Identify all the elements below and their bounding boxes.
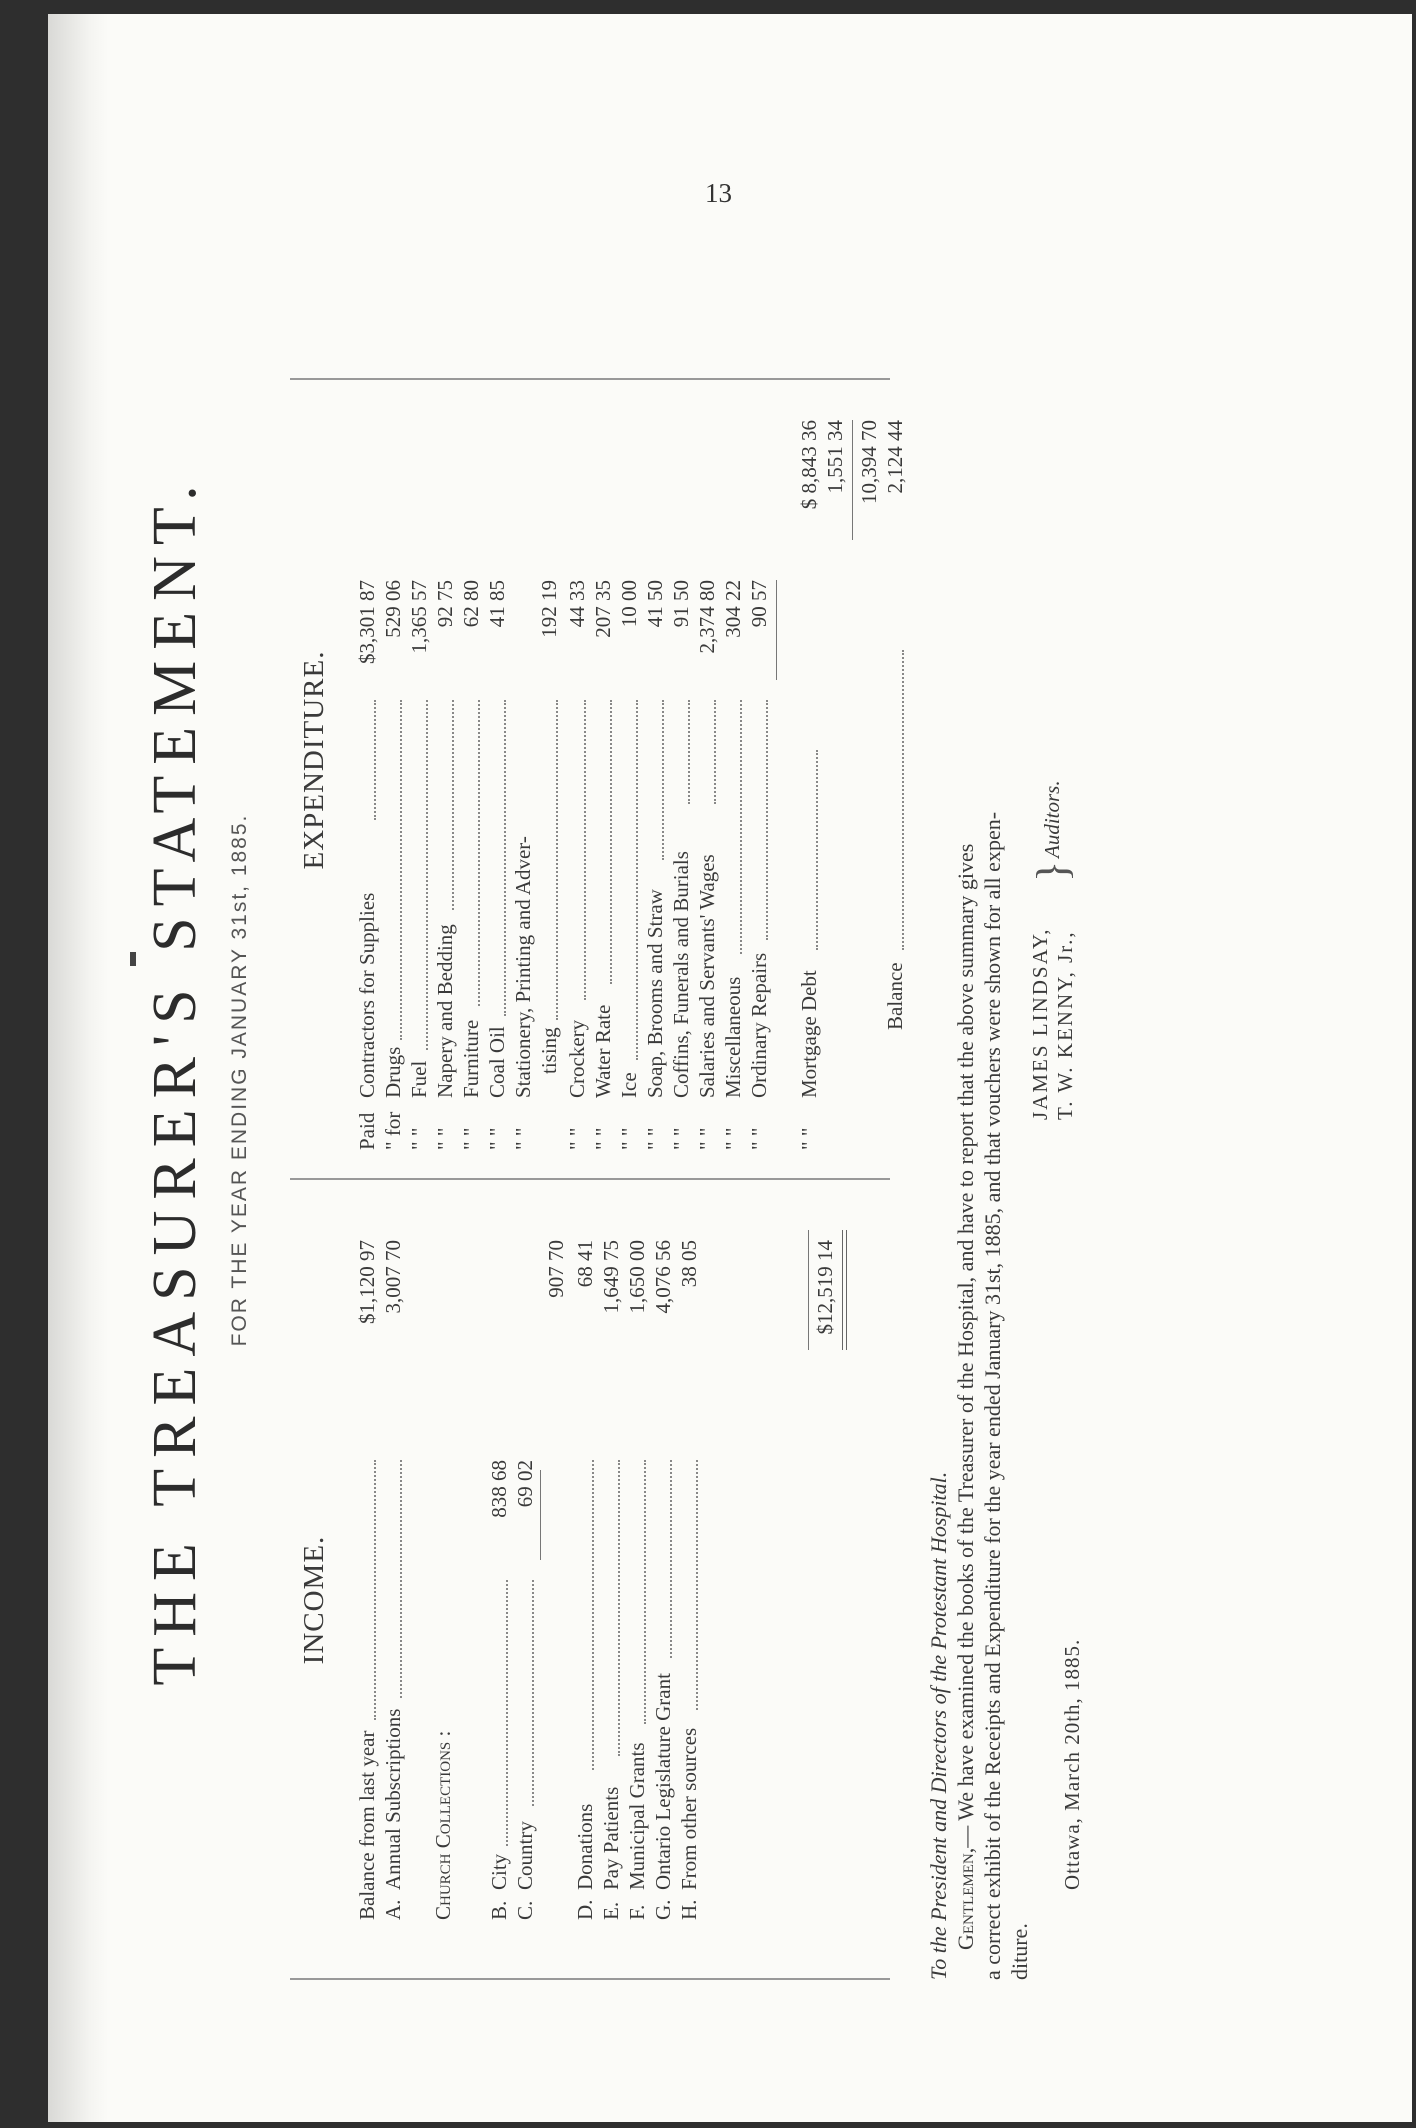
income-total: $12,519 14 [813,1240,837,1335]
expenditure-prefix: " " [433,1127,457,1150]
expenditure-prefix: " " [695,1127,719,1150]
income-label: Donations [573,1803,597,1890]
expenditure-prefix: " " [565,1127,589,1150]
expenditure-label: Miscellaneous [721,976,745,1098]
leader-dots [374,700,376,820]
expenditure-prefix: " " [721,1127,745,1150]
report-salutation: Gentlemen, [953,1847,978,1950]
expenditure-label: Drugs [381,1046,405,1098]
leader-dots [400,700,402,1040]
subtotal-rule [852,420,853,540]
statement-subtitle: FOR THE YEAR ENDING JANUARY 31st, 1885. [228,813,251,1347]
income-amount: 4,076 56 [651,1240,675,1314]
leader-dots [662,700,664,860]
leader-dots [714,700,716,804]
leader-dots [610,700,612,984]
leader-dots [504,700,506,1016]
expenditure-label: Napery and Bedding [433,924,457,1098]
expenditure-prefix: Paid [355,1112,379,1150]
leader-dots [426,700,428,1050]
leader-dots [506,1580,508,1846]
expenditure-label: tising [537,1027,561,1074]
expenditure-amount: 529 06 [381,580,405,638]
income-label: Balance from last year [355,1730,379,1920]
income-label: Municipal Grants [625,1742,649,1890]
page-gutter [48,14,108,2122]
signatories [1028,927,1078,1120]
leader-dots [816,750,818,950]
expenditure-prefix: " " [511,1127,535,1150]
signatory-2: T. W. KENNY, Jr., [1053,930,1077,1120]
income-label: City [487,1853,511,1890]
treasurer-statement [140,180,1140,1980]
income-subamount: 838 68 [487,1460,511,1518]
expenditure-label: Crockery [565,1019,589,1098]
expenditure-prefix: " " [797,1127,821,1150]
income-prefix: A. [381,1899,405,1920]
expenditure-prefix: " " [407,1127,431,1150]
income-amount: 38 05 [677,1240,701,1288]
income-amount: 1,649 75 [599,1240,623,1314]
expenditure-amount: 1,365 57 [407,580,431,654]
expenditure-amount: 41 85 [485,580,509,628]
income-label: Pay Patients [599,1786,623,1890]
expenditure-amount: 192 19 [537,580,561,638]
mortgage-amount: 1,551 34 [823,420,847,494]
left-rule [290,1979,890,1981]
report-line-2: a correct exhibit of the Receipts and Expenditure for the year ended January 31st, 1885, and that vouchers were shown for all expen- [980,811,1005,1980]
expenditure-amount: 304 22 [721,580,745,638]
income-amount: 907 70 [544,1240,568,1298]
expenditure-label: Ordinary Repairs [747,952,771,1098]
expenditure-prefix: " " [643,1127,667,1150]
leader-dots [478,700,480,1006]
expenditure-label: Soap, Brooms and Straw [643,889,667,1098]
report-body-1: — We have examined the books of the Treasurer of the Hospital, and have to report that the above summary gives [953,843,978,1848]
income-label: Church Collections : [431,1730,455,1920]
expenditure-label: Furniture [459,1019,483,1098]
expenditure-label: Stationery, Printing and Adver- [511,836,535,1098]
expenditure-prefix: " for [381,1111,405,1150]
subtotal-rule [776,580,777,680]
expenditure-label: Ice [617,1072,641,1098]
expenditure-amount: 10 00 [617,580,641,628]
leader-dots [452,700,454,910]
income-amount: 3,007 70 [381,1240,405,1314]
center-rule [290,1179,890,1181]
expenditure-label: Contractors for Supplies [355,892,379,1098]
expenditure-subtotal: 10,394 70 [857,420,881,504]
income-prefix: E. [599,1901,623,1920]
expenditure-label: Coffins, Funerals and Burials [669,851,693,1098]
income-label: From other sources [677,1727,701,1890]
expenditure-prefix: " " [459,1127,483,1150]
expenditure-prefix: " " [617,1127,641,1150]
expenditure-amount: $3,301 87 [355,580,379,664]
leader-dots [696,1460,698,1710]
subtotal-rule [540,1470,541,1560]
leader-dots [374,1460,376,1720]
income-prefix: H. [677,1899,701,1920]
expenditure-label: Salaries and Servants' Wages [695,854,719,1098]
leader-dots [670,1460,672,1658]
right-rule [290,379,890,381]
expenditure-amount: 91 50 [669,580,693,628]
expenditure-amount: 62 80 [459,580,483,628]
income-label: Ontario Legislature Grant [651,1673,675,1890]
income-prefix: C. [513,1900,537,1920]
leader-dots [400,1460,402,1698]
statement-title: THE TREASURER'S STATEMENT. [141,474,209,1686]
expenditure-label: Water Rate [591,1004,615,1098]
expenditure-prefix: " " [669,1127,693,1150]
leader-dots [636,700,638,1060]
income-amount: $1,120 97 [355,1240,379,1324]
expenditure-amount: 207 35 [591,580,615,638]
leader-dots [902,650,904,950]
income-prefix: B. [487,1900,511,1920]
leader-dots [592,1460,594,1770]
expenditure-amount: 92 75 [433,580,457,628]
total-rule [808,1230,809,1350]
leader-dots [766,700,768,940]
leader-dots [618,1460,620,1756]
report-line-3: diture. [1007,1923,1032,1980]
report-address: To the President and Directors of the Protestant Hospital. [926,1471,951,1980]
leader-dots [644,1460,646,1724]
expenditure-prefix: " " [591,1127,615,1150]
leader-dots [584,700,586,1000]
income-label: Country [513,1821,537,1890]
brace-mark: } [1028,860,1077,882]
income-amount: 68 41 [573,1240,597,1288]
expenditure-amount: 41 50 [643,580,667,628]
balance-label: Balance [883,962,907,1030]
ordinary-expenditure-total: $ 8,843 36 [797,420,821,510]
income-prefix: D. [573,1899,597,1920]
page-number: 13 [705,178,732,208]
expenditure-heading: EXPENDITURE. [298,650,330,870]
signatory-1: JAMES LINDSAY, [1028,927,1052,1120]
expenditure-label: Coal Oil [485,1026,509,1098]
expenditure-prefix: " " [747,1127,771,1150]
report-date: Ottawa, March 20th, 1885. [1060,1638,1084,1890]
balance-amount: 2,124 44 [883,420,907,494]
income-prefix: G. [651,1899,675,1920]
report-line-1 [952,280,979,1980]
income-subamount: 69 02 [513,1460,537,1508]
expenditure-label: Fuel [407,1060,431,1098]
double-rule [842,1230,847,1350]
leader-dots [556,700,558,1020]
leader-dots [532,1580,534,1806]
auditors-label: Auditors. [1040,780,1064,858]
expenditure-amount: 2,374 80 [695,580,719,654]
expenditure-amount: 44 33 [565,580,589,628]
binding-mark [130,952,136,966]
auditors-report [925,280,1033,1980]
expenditure-prefix: " " [485,1127,509,1150]
income-label: Annual Subscriptions [381,1708,405,1890]
income-amount: 1,650 00 [625,1240,649,1314]
income-heading: INCOME. [298,1535,330,1665]
income-prefix: F. [625,1904,649,1920]
expenditure-label: Mortgage Debt [797,970,821,1098]
leader-dots [740,700,742,954]
leader-dots [688,700,690,804]
expenditure-amount: 90 57 [747,580,771,628]
